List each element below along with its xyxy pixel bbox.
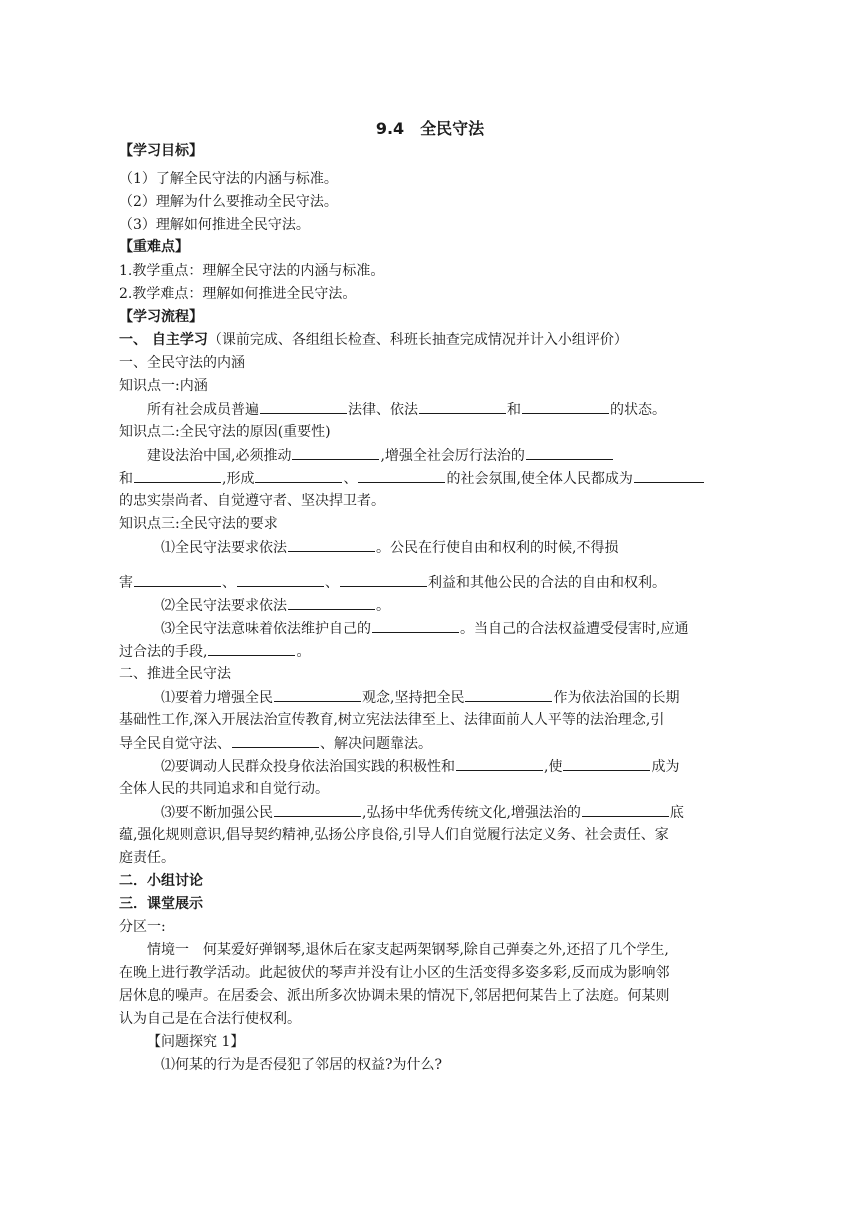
goals-heading: 【学习目标】 [119, 143, 203, 159]
promote-item1-line2: 基础性工作,深入开展法治宣传教育,树立宪法法律至上、法律面前人人平等的法治理念,引 [119, 712, 665, 728]
knowledge3-item3-cont: 过合法的手段, 。 [119, 641, 310, 662]
goal-item: （2）理解为什么要推动全民守法。 [119, 194, 338, 210]
page-title: 9.4 全民守法 [375, 119, 485, 138]
key-point-item: 1.教学重点：理解全民守法的内涵与标准。 [119, 263, 385, 279]
fill-blank[interactable] [134, 572, 221, 587]
fill-blank[interactable] [288, 537, 375, 552]
fill-blank[interactable] [232, 733, 319, 748]
knowledge3-item1-cont: 害 、 、 利益和其他公民的合法的自由和权利。 [119, 572, 666, 593]
fill-blank[interactable] [582, 802, 669, 817]
knowledge2-line2: 和 ,形成 、 的社会氛围,使全体人民都成为 [119, 468, 705, 489]
section1-line [119, 330, 628, 350]
knowledge3-item2: ⑵全民守法要求依法 。 [161, 595, 390, 616]
fill-blank[interactable] [274, 687, 361, 702]
promote-item3-line2: 蕴,强化规则意识,倡导契约精神,弘扬公序良俗,引导人们自觉履行法定义务、社会责任、家 [119, 827, 669, 843]
fill-blank[interactable] [208, 641, 295, 656]
promote-item3-line1: ⑶要不断加强公民 ,弘扬中华优秀传统文化,增强法治的 底 [161, 802, 684, 823]
fill-blank[interactable] [372, 618, 459, 633]
part1-title: 一、全民守法的内涵 [119, 355, 245, 371]
fill-blank[interactable] [340, 572, 427, 587]
fill-blank[interactable] [274, 802, 361, 817]
fill-blank[interactable] [465, 687, 552, 702]
knowledge1-title: 知识点一:内涵 [119, 378, 208, 394]
case-line1: 情境一 何某爱好弹钢琴,退休后在家支起两架钢琴,除自己弹奏之外,还招了几个学生, [147, 942, 669, 958]
question1: ⑴何某的行为是否侵犯了邻居的权益?为什么? [161, 1057, 443, 1073]
fill-blank[interactable] [522, 399, 609, 414]
fill-blank[interactable] [237, 572, 324, 587]
case-line4: 认为自己是在合法行使权利。 [119, 1011, 301, 1027]
knowledge1-line: 所有社会成员普遍 法律、依法 和 的状态。 [147, 399, 666, 420]
promote-item2-line2: 全体人民的共同追求和自觉行动。 [119, 781, 329, 797]
promote-item1-line1: ⑴要着力增强全民 观念,坚持把全民 作为依法治国的长期 [161, 687, 679, 708]
fill-blank[interactable] [419, 399, 506, 414]
fill-blank[interactable] [358, 468, 445, 483]
fill-blank[interactable] [260, 399, 347, 414]
fill-blank[interactable] [456, 756, 543, 771]
promote-item2-line1: ⑵要调动人民群众投身依法治国实践的积极性和 ,使 成为 [161, 756, 679, 777]
case-line3: 居休息的噪声。在居委会、派出所多次协调未果的情况下,邻居把何某告上了法庭。何某则 [119, 988, 670, 1004]
process-heading: 【学习流程】 [119, 309, 203, 325]
goal-item: （1）了解全民守法的内涵与标准。 [119, 171, 338, 187]
goal-item: （3）理解如何推进全民守法。 [119, 217, 310, 233]
fill-blank[interactable] [526, 445, 613, 460]
section1-title: 一、 自主学习 [119, 332, 208, 348]
section1-note: （课前完成、各组组长检查、科班长抽查完成情况并计入小组评价） [207, 332, 628, 348]
knowledge3-item1: ⑴全民守法要求依法 。公民在行使自由和权利的时候,不得损 [161, 537, 618, 558]
fill-blank[interactable] [634, 468, 704, 483]
knowledge3-item3: ⑶全民守法意味着依法维护自己的 。当自己的合法权益遭受侵害时,应通 [161, 618, 688, 639]
fill-blank[interactable] [134, 468, 221, 483]
fill-blank[interactable] [563, 756, 650, 771]
section3-title: 三．课堂展示 [119, 896, 203, 912]
section2-title: 二．小组讨论 [119, 873, 203, 889]
fill-blank[interactable] [255, 468, 342, 483]
fill-blank[interactable] [288, 595, 375, 610]
knowledge2-title: 知识点二:全民守法的原因(重要性) [119, 424, 331, 440]
knowledge2-line1: 建设法治中国,必须推动 ,增强全社会厉行法治的 [147, 445, 614, 466]
inquiry-heading: 【问题探究 1】 [147, 1034, 245, 1050]
fill-blank[interactable] [292, 445, 379, 460]
promote-item3-line3: 庭责任。 [119, 850, 175, 866]
part2-title: 二、推进全民守法 [119, 666, 231, 682]
case-line2: 在晚上进行教学活动。此起彼伏的琴声并没有让小区的生活变得多姿多彩,反而成为影响邻 [119, 965, 670, 981]
knowledge2-line3: 的忠实崇尚者、自觉遵守者、坚决捍卫者。 [119, 493, 385, 509]
zone1-label: 分区一: [119, 919, 166, 935]
knowledge3-title: 知识点三:全民守法的要求 [119, 516, 278, 532]
key-points-heading: 【重难点】 [119, 239, 189, 255]
key-point-item: 2.教学难点：理解如何推进全民守法。 [119, 286, 357, 302]
promote-item1-line3: 导全民自觉守法、 、解决问题靠法。 [119, 733, 432, 754]
